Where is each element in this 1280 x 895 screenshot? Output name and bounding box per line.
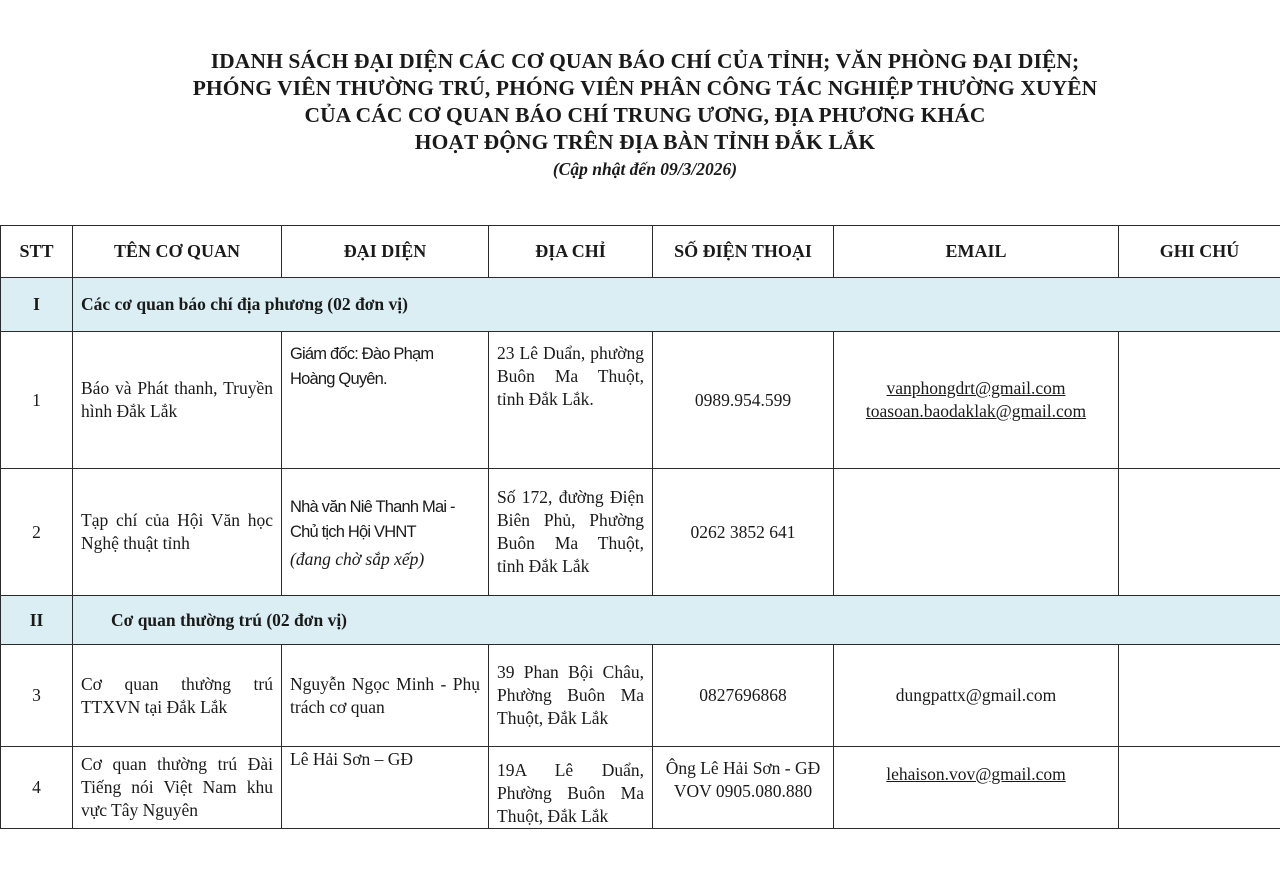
row-rep: Nguyễn Ngọc Minh - Phụ trách cơ quan bbox=[282, 645, 489, 747]
section-row bbox=[1, 278, 1280, 332]
section-row bbox=[1, 596, 1280, 645]
row-email-link[interactable]: toasoan.baodaklak@gmail.com bbox=[865, 401, 1087, 421]
row-stt: 3 bbox=[1, 645, 73, 747]
row-note bbox=[1119, 469, 1280, 596]
section-title: Cơ quan thường trú (02 đơn vị) bbox=[73, 596, 1280, 645]
title-line-2: PHÓNG VIÊN THƯỜNG TRÚ, PHÓNG VIÊN PHÂN CÔNG TÁC NGHIỆP THƯỜNG XUYÊN bbox=[192, 76, 1098, 100]
row-rep: Lê Hải Sơn – GĐ bbox=[282, 747, 489, 829]
table-row bbox=[1, 332, 1280, 469]
update-date: (Cập nhật đến 09/3/2026) bbox=[552, 159, 738, 179]
row-stt: 1 bbox=[1, 332, 73, 469]
agency-table bbox=[0, 225, 1280, 829]
section-title: Các cơ quan báo chí địa phương (02 đơn vị) bbox=[73, 278, 1280, 332]
row-name: Cơ quan thường trú TTXVN tại Đắk Lắk bbox=[73, 645, 282, 747]
row-phone: 0827696868 bbox=[653, 645, 834, 747]
table-row bbox=[1, 747, 1280, 829]
table-row bbox=[1, 645, 1280, 747]
row-name: Báo và Phát thanh, Truyền hình Đắk Lắk bbox=[73, 332, 282, 469]
col-header-email: EMAIL bbox=[834, 226, 1119, 278]
row-phone: Ông Lê Hải Sơn - GĐ VOV 0905.080.880 bbox=[653, 747, 834, 829]
title-line-3: CỦA CÁC CƠ QUAN BÁO CHÍ TRUNG ƯƠNG, ĐỊA PHƯƠNG KHÁC bbox=[304, 103, 986, 127]
table-row bbox=[1, 469, 1280, 596]
row-email bbox=[834, 469, 1119, 596]
col-header-address: ĐỊA CHỈ bbox=[489, 226, 653, 278]
col-header-name: TÊN CƠ QUAN bbox=[73, 226, 282, 278]
row-rep-note: (đang chờ sắp xếp) bbox=[290, 548, 425, 569]
row-phone: 0989.954.599 bbox=[653, 332, 834, 469]
row-address: 19A Lê Duẩn, Phường Buôn Ma Thuột, Đắk Lắk bbox=[489, 747, 653, 829]
table-header-row bbox=[1, 226, 1280, 278]
row-rep: Nhà văn Niê Thanh Mai - Chủ tịch Hội VHNT bbox=[290, 497, 455, 541]
title-line-1: IDANH SÁCH ĐẠI DIỆN CÁC CƠ QUAN BÁO CHÍ CỦA TỈNH; VĂN PHÒNG ĐẠI DIỆN; bbox=[210, 49, 1080, 73]
row-stt: 4 bbox=[1, 747, 73, 829]
row-note bbox=[1119, 747, 1280, 829]
title-line-4: HOẠT ĐỘNG TRÊN ĐỊA BÀN TỈNH ĐẮK LẮK bbox=[414, 130, 876, 154]
document-header bbox=[0, 48, 1280, 182]
row-note bbox=[1119, 645, 1280, 747]
row-name: Cơ quan thường trú Đài Tiếng nói Việt Nam khu vực Tây Nguyên bbox=[73, 747, 282, 829]
row-name: Tạp chí của Hội Văn học Nghệ thuật tỉnh bbox=[73, 469, 282, 596]
row-email: dungpattx@gmail.com bbox=[834, 645, 1119, 747]
row-address: Số 172, đường Điện Biên Phủ, Phường Buôn Ma Thuột, tỉnh Đắk Lắk bbox=[489, 469, 653, 596]
section-roman: I bbox=[1, 278, 73, 332]
section-roman: II bbox=[1, 596, 73, 645]
row-email-link[interactable]: lehaison.vov@gmail.com bbox=[886, 764, 1066, 784]
col-header-stt: STT bbox=[1, 226, 73, 278]
col-header-note: GHI CHÚ bbox=[1119, 226, 1280, 278]
row-phone: 0262 3852 641 bbox=[653, 469, 834, 596]
row-note bbox=[1119, 332, 1280, 469]
col-header-phone: SỐ ĐIỆN THOẠI bbox=[653, 226, 834, 278]
row-address: 39 Phan Bội Châu, Phường Buôn Ma Thuột, Đắk Lắk bbox=[489, 645, 653, 747]
row-stt: 2 bbox=[1, 469, 73, 596]
row-address: 23 Lê Duẩn, phường Buôn Ma Thuột, tỉnh Đắk Lắk. bbox=[489, 332, 653, 469]
col-header-rep: ĐẠI DIỆN bbox=[282, 226, 489, 278]
row-email-link[interactable]: vanphongdrt@gmail.com bbox=[886, 378, 1066, 398]
row-rep: Giám đốc: Đào Phạm Hoàng Quyên. bbox=[290, 345, 434, 388]
